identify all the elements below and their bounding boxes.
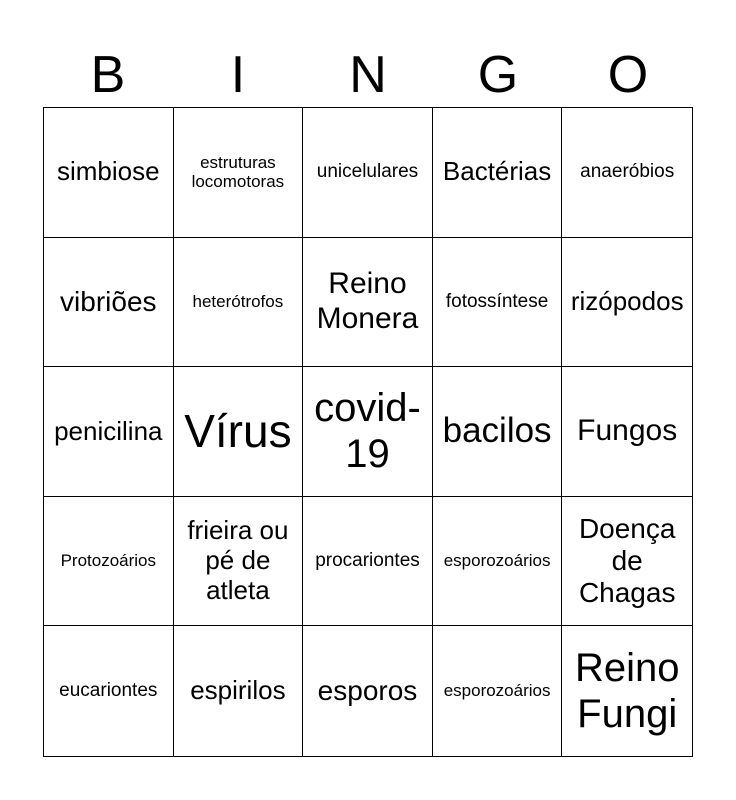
bingo-cell: estruturas locomotoras: [174, 108, 304, 238]
bingo-cell: vibriões: [44, 238, 174, 368]
bingo-cell: Fungos: [562, 367, 692, 497]
bingo-cell: Reino Fungi: [574, 646, 680, 737]
bingo-cell: esporozoários: [433, 626, 563, 756]
header-letter-n: N: [349, 46, 387, 104]
bingo-cell: Bactérias: [433, 108, 563, 238]
bingo-cell: espirilos: [174, 626, 304, 756]
bingo-cell: fotossíntese: [433, 238, 563, 368]
bingo-cell: simbiose: [44, 108, 174, 238]
bingo-cell: esporozoários: [433, 497, 563, 627]
bingo-card-grid: [43, 107, 693, 757]
bingo-cell: procariontes: [303, 497, 433, 627]
bingo-cell: eucariontes: [44, 626, 174, 756]
bingo-cell: penicilina: [44, 367, 174, 497]
bingo-cell: Reino Monera: [303, 238, 433, 368]
header-letter-i: I: [230, 46, 246, 104]
bingo-cell: rizópodos: [562, 238, 692, 368]
bingo-cell: Protozoários: [44, 497, 174, 627]
bingo-cell: anaeróbios: [562, 108, 692, 238]
bingo-cell: Doença de Chagas: [562, 497, 692, 627]
header-letter-b: B: [90, 46, 126, 104]
bingo-cell: Vírus: [174, 367, 304, 497]
bingo-cell: frieira ou pé de atleta: [174, 497, 304, 627]
bingo-cell: esporos: [303, 626, 433, 756]
bingo-cell: heterótrofos: [174, 238, 304, 368]
bingo-header: [43, 40, 693, 110]
header-letter-o: O: [607, 46, 649, 104]
header-letter-g: G: [477, 46, 519, 104]
bingo-cell: unicelulares: [303, 108, 433, 238]
bingo-cell: covid-19: [303, 367, 433, 497]
bingo-cell: bacilos: [433, 367, 563, 497]
